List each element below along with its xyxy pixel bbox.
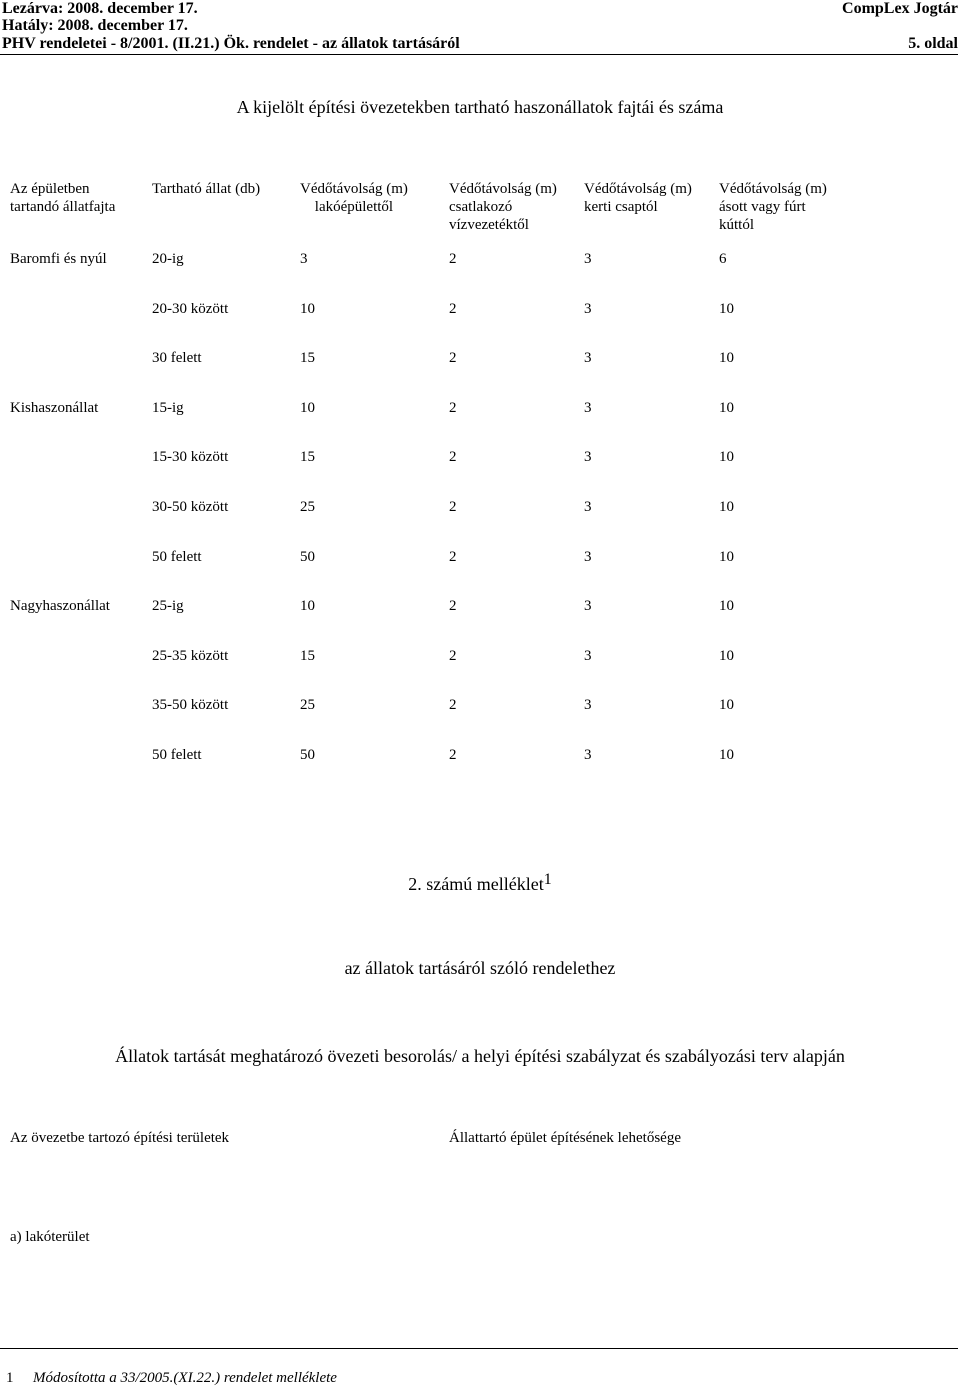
table-cell-distance-water-pipe: 2 [449,499,457,515]
annex-subtitle: az állatok tartásáról szóló rendelethez [344,958,616,978]
table-cell-distance-garden-tap: 3 [584,449,592,465]
lezarva-date: Lezárva: 2008. december 17. [2,0,198,17]
table-cell-distance-residential: 15 [300,350,315,366]
table-cell-distance-well: 10 [719,499,734,515]
page-number: 5. oldal [908,35,958,52]
header-line-2 [0,17,960,35]
column-header-count: Tartható állat (db) [152,181,261,197]
section-title: A kijelölt építési övezetekben tartható haszonállatok fajtái és száma [236,97,724,117]
footnote-text: Módosította a 33/2005.(XI.22.) rendelet melléklete [33,1370,337,1386]
table-cell-distance-residential: 25 [300,499,315,515]
footnote-divider [0,1348,958,1349]
table-cell-distance-well: 10 [719,301,734,317]
column-header-distance-residential: Védőtávolság (m) lakóépülettől [300,181,408,215]
table-cell-animal-type: Kishaszonállat [10,400,99,416]
table-cell-distance-water-pipe: 2 [449,400,457,416]
table-cell-count: 15-ig [152,400,184,416]
table-cell-distance-garden-tap: 3 [584,598,592,614]
table-cell-distance-water-pipe: 2 [449,251,457,267]
table-cell-count: 30-50 között [152,499,229,515]
table-cell-distance-water-pipe: 2 [449,747,457,763]
footnote-number: 1 [6,1370,14,1386]
table-cell-animal-type: Baromfi és nyúl [10,251,107,267]
table-cell-distance-residential: 50 [300,549,315,565]
annex-column-header-zones: Az övezetbe tartozó építési területek [10,1130,230,1146]
table-cell-count: 20-ig [152,251,184,267]
table-cell-distance-residential: 10 [300,400,315,416]
table-cell-distance-water-pipe: 2 [449,449,457,465]
table-cell-distance-residential: 3 [300,251,308,267]
table-cell-distance-water-pipe: 2 [449,301,457,317]
table-cell-distance-garden-tap: 3 [584,499,592,515]
table-cell-distance-residential: 15 [300,449,315,465]
table-cell-distance-residential: 10 [300,598,315,614]
table-cell-distance-water-pipe: 2 [449,598,457,614]
table-cell-distance-water-pipe: 2 [449,697,457,713]
table-cell-distance-garden-tap: 3 [584,747,592,763]
table-cell-distance-residential: 10 [300,301,315,317]
header-divider [0,54,958,55]
header-line-3 [0,35,960,53]
table-cell-distance-well: 6 [719,251,727,267]
table-cell-distance-well: 10 [719,747,734,763]
table-cell-distance-garden-tap: 3 [584,400,592,416]
footnote-marker: 1 [543,871,552,888]
annex-heading: Állatok tartását meghatározó övezeti besorolás/ a helyi építési szabályzat és szabályozási terv alapján [115,1046,845,1066]
table-cell-distance-well: 10 [719,549,734,565]
table-cell-distance-residential: 25 [300,697,315,713]
annex-title [0,868,960,896]
table-cell-distance-well: 10 [719,350,734,366]
table-cell-distance-well: 10 [719,400,734,416]
table-cell-count: 50 felett [152,549,202,565]
column-header-animal-type: Az épületben tartandó állatfajta [10,181,116,215]
annex-title-text: 2. számú melléklet [408,874,544,894]
table-cell-distance-water-pipe: 2 [449,648,457,664]
table-cell-distance-garden-tap: 3 [584,251,592,267]
table-cell-distance-garden-tap: 3 [584,648,592,664]
column-header-distance-garden-tap: Védőtávolság (m) kerti csaptól [584,181,692,215]
table-cell-distance-residential: 50 [300,747,315,763]
hataly-date: Hatály: 2008. december 17. [2,17,188,34]
table-cell-distance-well: 10 [719,697,734,713]
table-cell-count: 25-ig [152,598,184,614]
table-cell-distance-garden-tap: 3 [584,350,592,366]
table-cell-distance-well: 10 [719,449,734,465]
table-cell-distance-garden-tap: 3 [584,301,592,317]
column-header-distance-well: Védőtávolság (m) ásott vagy fúrt kúttól [719,181,827,233]
table-cell-distance-garden-tap: 3 [584,697,592,713]
table-cell-count: 50 felett [152,747,202,763]
column-header-distance-water-pipe: Védőtávolság (m) csatlakozó vízvezetéktől [449,181,557,233]
table-cell-count: 25-35 között [152,648,229,664]
table-cell-count: 35-50 között [152,697,229,713]
table-cell-distance-garden-tap: 3 [584,549,592,565]
header-line-1 [0,0,960,18]
table-cell-count: 30 felett [152,350,202,366]
document-reference: PHV rendeletei - 8/2001. (II.21.) Ök. rendelet - az állatok tartásáról [2,35,460,52]
table-cell-animal-type: Nagyhaszonállat [10,598,110,614]
table-cell-distance-water-pipe: 2 [449,549,457,565]
table-cell-distance-residential: 15 [300,648,315,664]
table-cell-distance-well: 10 [719,598,734,614]
table-cell-count: 15-30 között [152,449,229,465]
annex-column-header-building: Állattartó épület építésének lehetősége [449,1130,681,1146]
table-cell-distance-well: 10 [719,648,734,664]
publisher-name: CompLex Jogtár [842,0,958,17]
table-cell-count: 20-30 között [152,301,229,317]
table-cell-distance-water-pipe: 2 [449,350,457,366]
annex-row-residential: a) lakóterület [10,1229,90,1245]
